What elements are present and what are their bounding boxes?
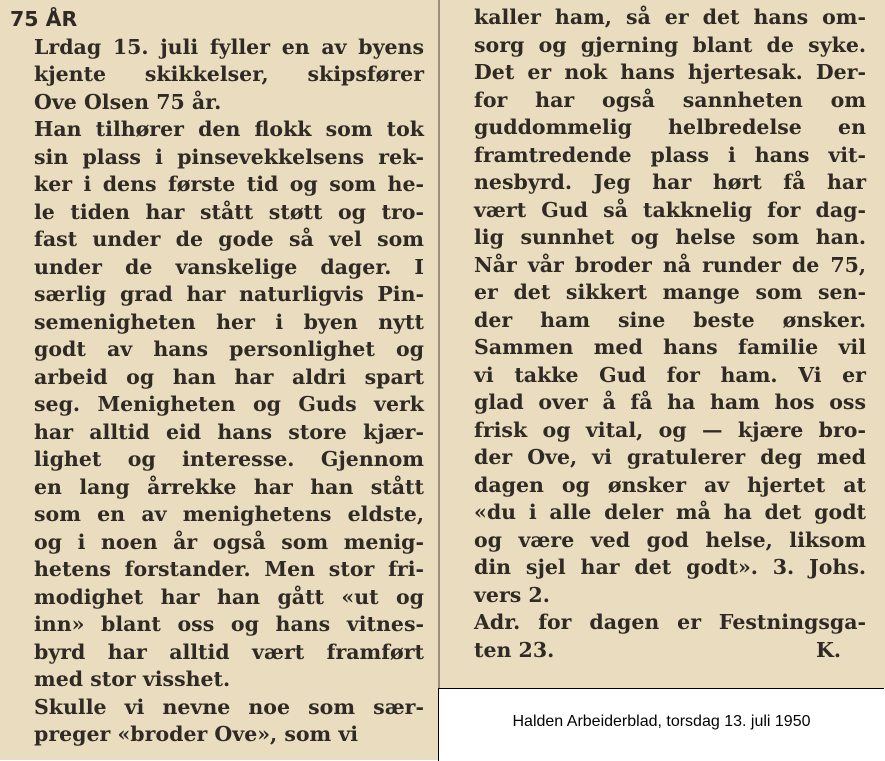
article-line: vi takke Gud for ham. Vi er bbox=[474, 362, 866, 387]
article-line: Sammen med hans familie vil bbox=[474, 335, 866, 359]
article-signature: K. bbox=[816, 637, 841, 662]
article-line: som en av menighetens eldste, bbox=[34, 502, 424, 526]
article-line: er det sikkert mange som sen- bbox=[474, 280, 866, 304]
article-line: preger «broder Ove», som vi bbox=[34, 722, 359, 746]
caption-text: Halden Arbeiderblad, torsdag 13. juli 1950 bbox=[512, 713, 811, 730]
article-line: dagen og ønsker av hjertet at bbox=[474, 472, 866, 497]
article-line: sin plass i pinsevekkelsens rek- bbox=[34, 144, 424, 169]
article-line: Ove Olsen 75 år. bbox=[34, 89, 222, 114]
article-line: og være ved god helse, liksom bbox=[474, 527, 866, 552]
article-line: ten 23. bbox=[474, 637, 555, 662]
article-line: og i noen år også som menig- bbox=[34, 529, 424, 554]
article-line: seg. Menigheten og Guds verk bbox=[34, 392, 424, 416]
article-line: Når vår broder nå runder de 75, bbox=[474, 252, 866, 277]
article-line: har alltid eid hans store kjær- bbox=[34, 419, 424, 444]
article-line: Han tilhører den flokk som tok bbox=[34, 117, 424, 141]
article-line: fast under de gode så vel som bbox=[34, 227, 424, 251]
caption-box bbox=[438, 688, 884, 761]
article-line: for har også sannheten om bbox=[474, 87, 866, 112]
article-line: vært Gud så takknelig for dag- bbox=[474, 197, 866, 222]
article-line: frisk og vital, og — kjære bro- bbox=[474, 417, 866, 442]
article-line: «du i alle deler må ha det godt bbox=[474, 500, 866, 524]
article-line: lig sunnhet og helse som han. bbox=[474, 225, 866, 249]
article-line: under de vanskelige dager. I bbox=[34, 254, 424, 279]
article-column-left bbox=[0, 0, 440, 760]
article-line: Adr. for dagen er Festningsga- bbox=[474, 610, 866, 634]
article-line: særlig grad har naturligvis Pin- bbox=[34, 282, 424, 306]
article-line: der ham sine beste ønsker. bbox=[474, 307, 866, 332]
article-column-right bbox=[440, 0, 885, 688]
article-line: Det er nok hans hjertesak. Der- bbox=[474, 60, 866, 84]
article-line: semenigheten her i byen nytt bbox=[34, 309, 424, 334]
article-line: der Ove, vi gratulerer deg med bbox=[474, 445, 866, 469]
article-line: glad over å få ha ham hos oss bbox=[474, 390, 866, 414]
article-line: Skulle vi nevne noe som sær- bbox=[34, 694, 424, 719]
article-line: arbeid og han har aldri spart bbox=[34, 364, 424, 389]
article-line: godt av hans personlighet og bbox=[34, 337, 424, 361]
article-line: inn» blant oss og hans vitnes- bbox=[34, 612, 424, 636]
article-line: byrd har alltid vært framført bbox=[34, 639, 424, 664]
article-line: hetens forstander. Men stor fri- bbox=[34, 557, 424, 581]
article-line: din sjel har det godt». 3. Johs. bbox=[474, 555, 866, 579]
article-line: en lang årrekke har han stått bbox=[34, 474, 424, 499]
article-line: kjente skikkelser, skipsfører bbox=[34, 62, 424, 86]
article-line: lighet og interesse. Gjennom bbox=[34, 447, 424, 471]
article-line: framtredende plass i hans vit- bbox=[474, 142, 866, 167]
article-line: modighet har han gått «ut og bbox=[34, 584, 424, 609]
article-line: vers 2. bbox=[474, 582, 550, 607]
article-line: kaller ham, så er det hans om- bbox=[474, 5, 866, 29]
article-line: ker i dens første tid og som he- bbox=[34, 172, 424, 196]
article-line: med stor visshet. bbox=[34, 667, 231, 691]
article-line: Lrdag 15. juli fyller en av byens bbox=[34, 34, 424, 59]
article-line: sorg og gjerning blant de syke. bbox=[474, 32, 866, 57]
article-line: guddommelig helbredelse en bbox=[474, 115, 866, 139]
article-line: le tiden har stått støtt og tro- bbox=[34, 199, 424, 224]
article-heading: 75 ÅR bbox=[10, 7, 78, 31]
article-line: nesbyrd. Jeg har hørt få har bbox=[474, 170, 866, 194]
